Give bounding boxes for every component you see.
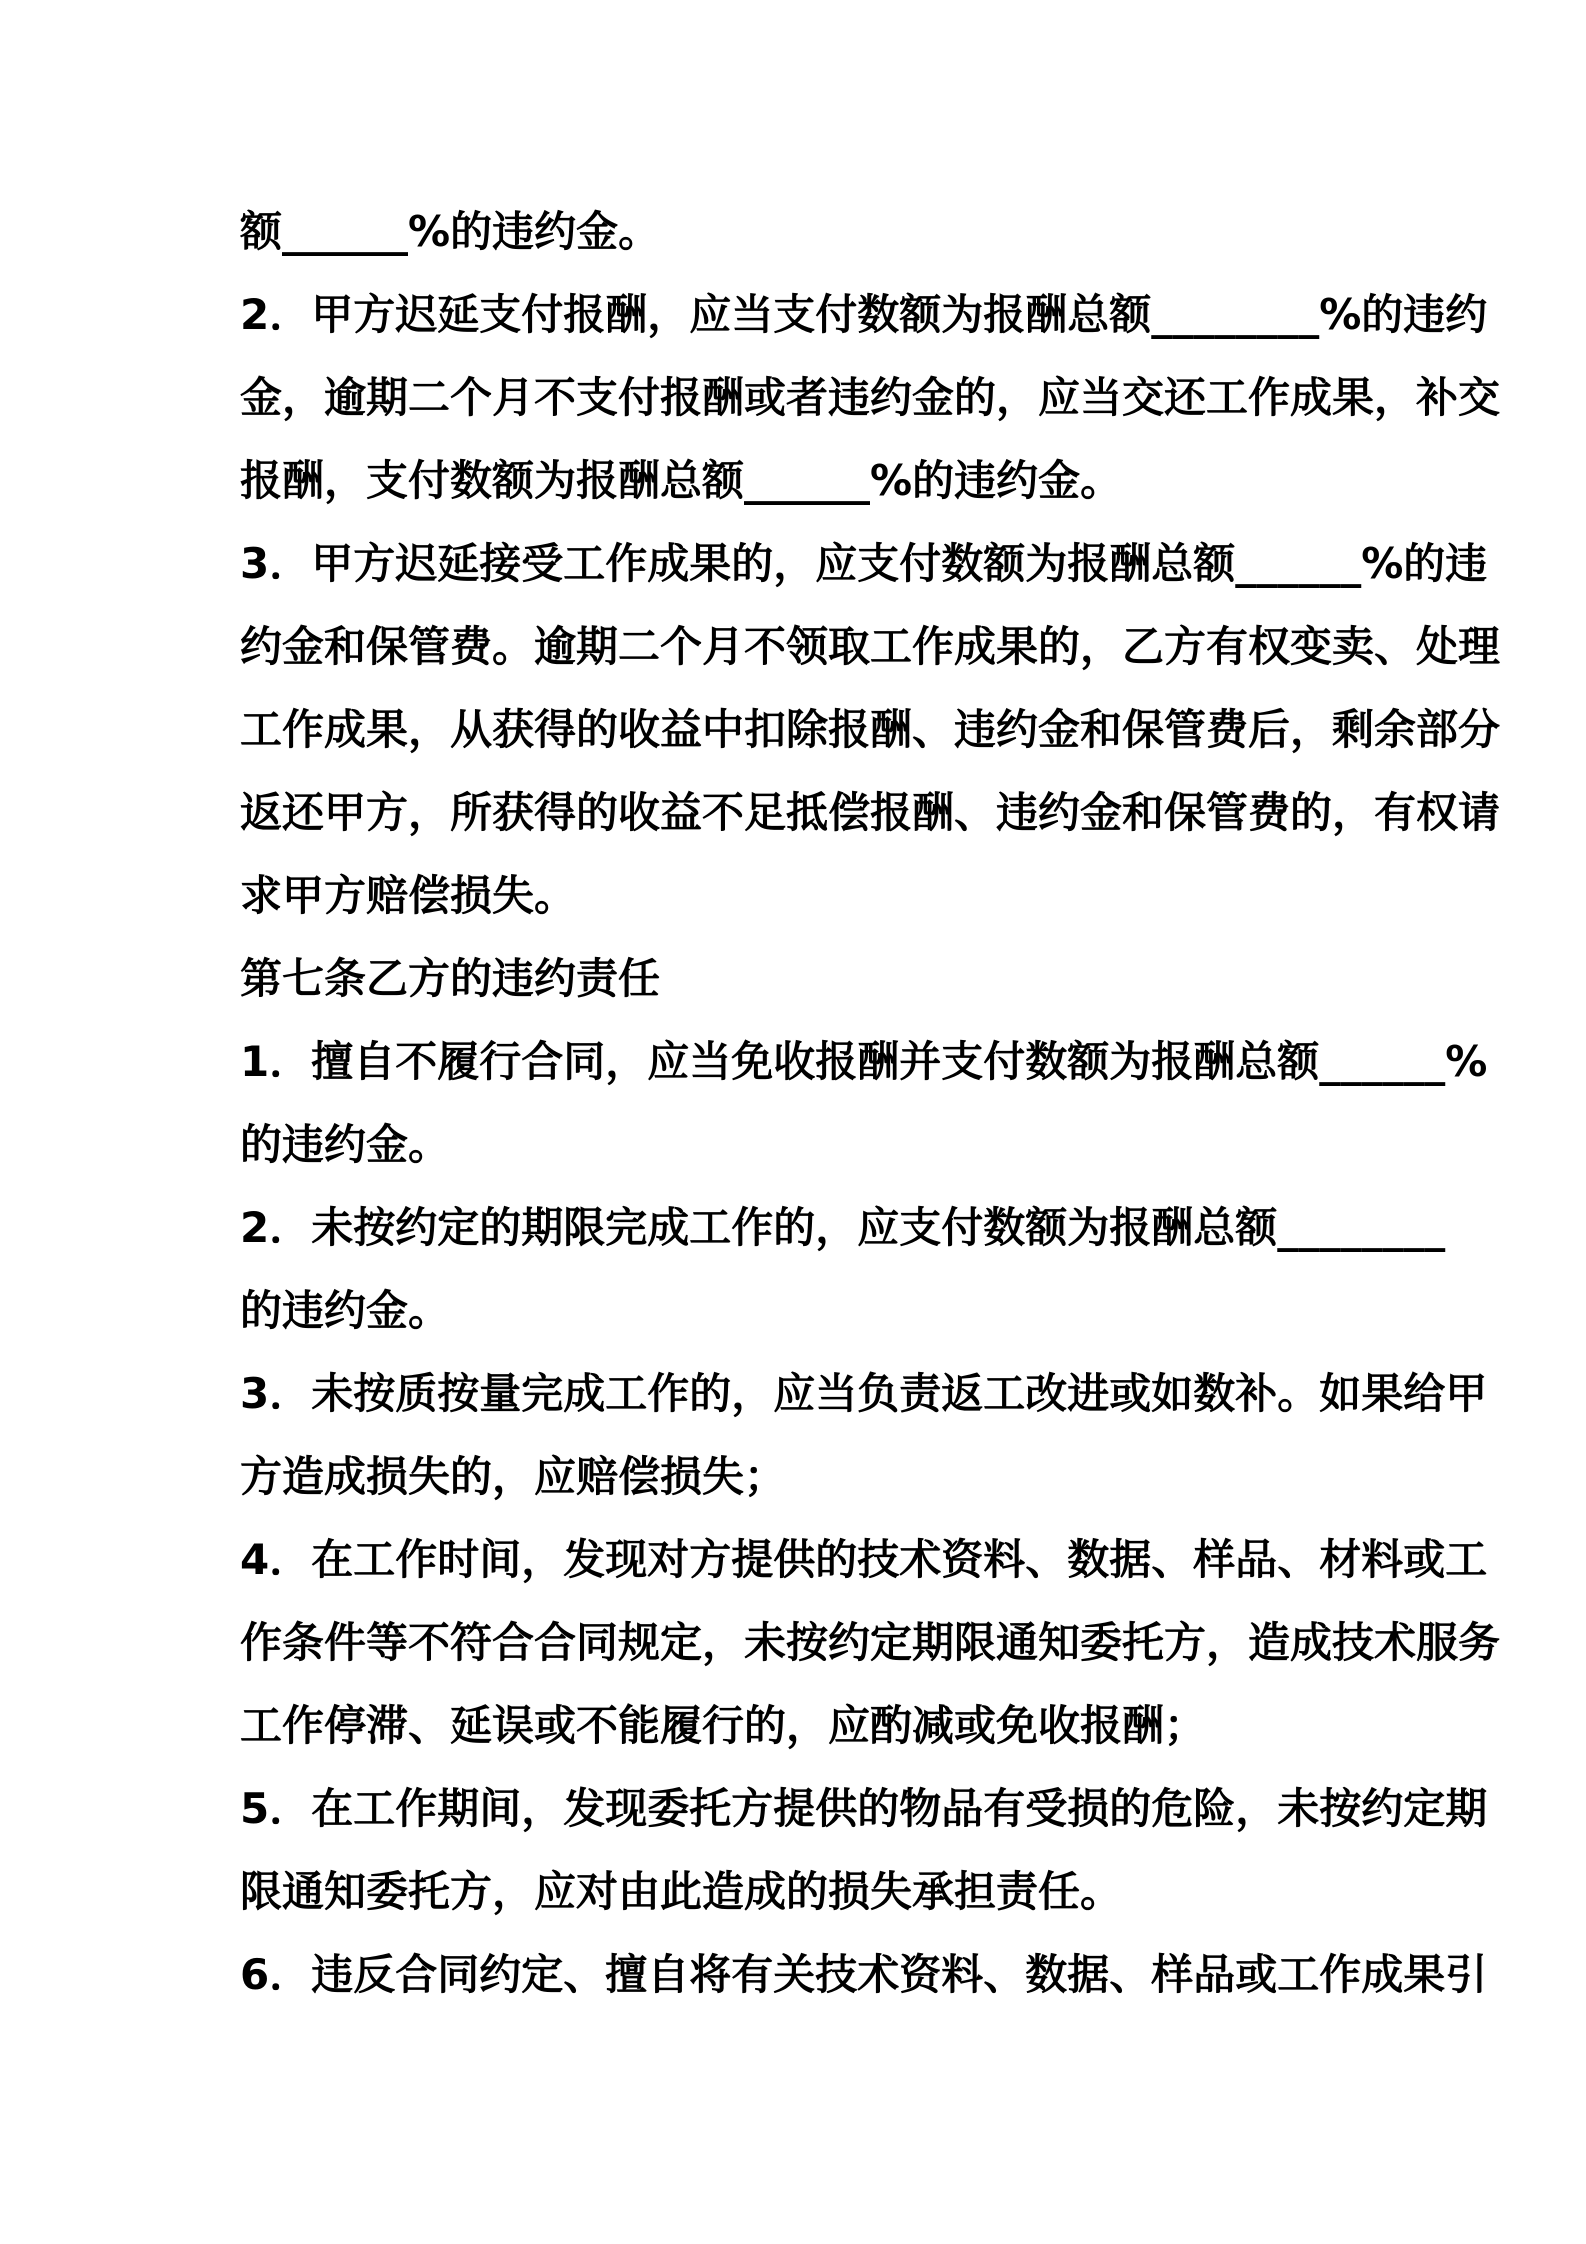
contract-text-block [240,190,1500,2016]
text-line-15: 3．未按质按量完成工作的，应当负责返工改进或如数补。如果给甲 [240,1369,1488,1418]
text-line-05: 3．甲方迟延接受工作成果的，应支付数额为报酬总额______%的违 [240,539,1488,588]
text-line-21: 限通知委托方，应对由此造成的损失承担责任。 [240,1867,1123,1916]
section-heading-line: 第七条乙方的违约责任 [240,954,661,1003]
text-line-13: 2．未按约定的期限完成工作的，应支付数额为报酬总额________ [240,1203,1446,1252]
text-line-08: 返还甲方，所获得的收益不足抵偿报酬、违约金和保管费的，有权请 [240,788,1501,837]
text-line-09: 求甲方赔偿损失。 [240,871,577,920]
text-line-07: 工作成果，从获得的收益中扣除报酬、违约金和保管费后，剩余部分 [240,705,1501,754]
text-line-16: 方造成损失的，应赔偿损失； [240,1452,787,1501]
text-line-02: 2．甲方迟延支付报酬，应当支付数额为报酬总额________%的违约 [240,290,1488,339]
text-line-06: 约金和保管费。逾期二个月不领取工作成果的，乙方有权变卖、处理 [240,622,1501,671]
text-line-03: 金，逾期二个月不支付报酬或者违约金的，应当交还工作成果，补交 [240,373,1501,422]
text-line-18: 作条件等不符合合同规定，未按约定期限通知委托方，造成技术服务 [240,1618,1501,1667]
text-line-20: 5．在工作期间，发现委托方提供的物品有受损的危险，未按约定期 [240,1784,1488,1833]
text-line-19: 工作停滞、延误或不能履行的，应酌减或免收报酬； [240,1701,1207,1750]
text-line-11: 1．擅自不履行合同，应当免收报酬并支付数额为报酬总额______% [240,1037,1488,1086]
text-line-04: 报酬，支付数额为报酬总额______%的违约金。 [240,456,1123,505]
text-line-22: 6．违反合同约定、擅自将有关技术资料、数据、样品或工作成果引 [240,1950,1488,1999]
text-line-01: 额______%的违约金。 [240,207,661,256]
text-line-12: 的违约金。 [240,1120,451,1169]
text-line-14: 的违约金。 [240,1286,451,1335]
text-line-17: 4．在工作时间，发现对方提供的技术资料、数据、样品、材料或工 [240,1535,1488,1584]
